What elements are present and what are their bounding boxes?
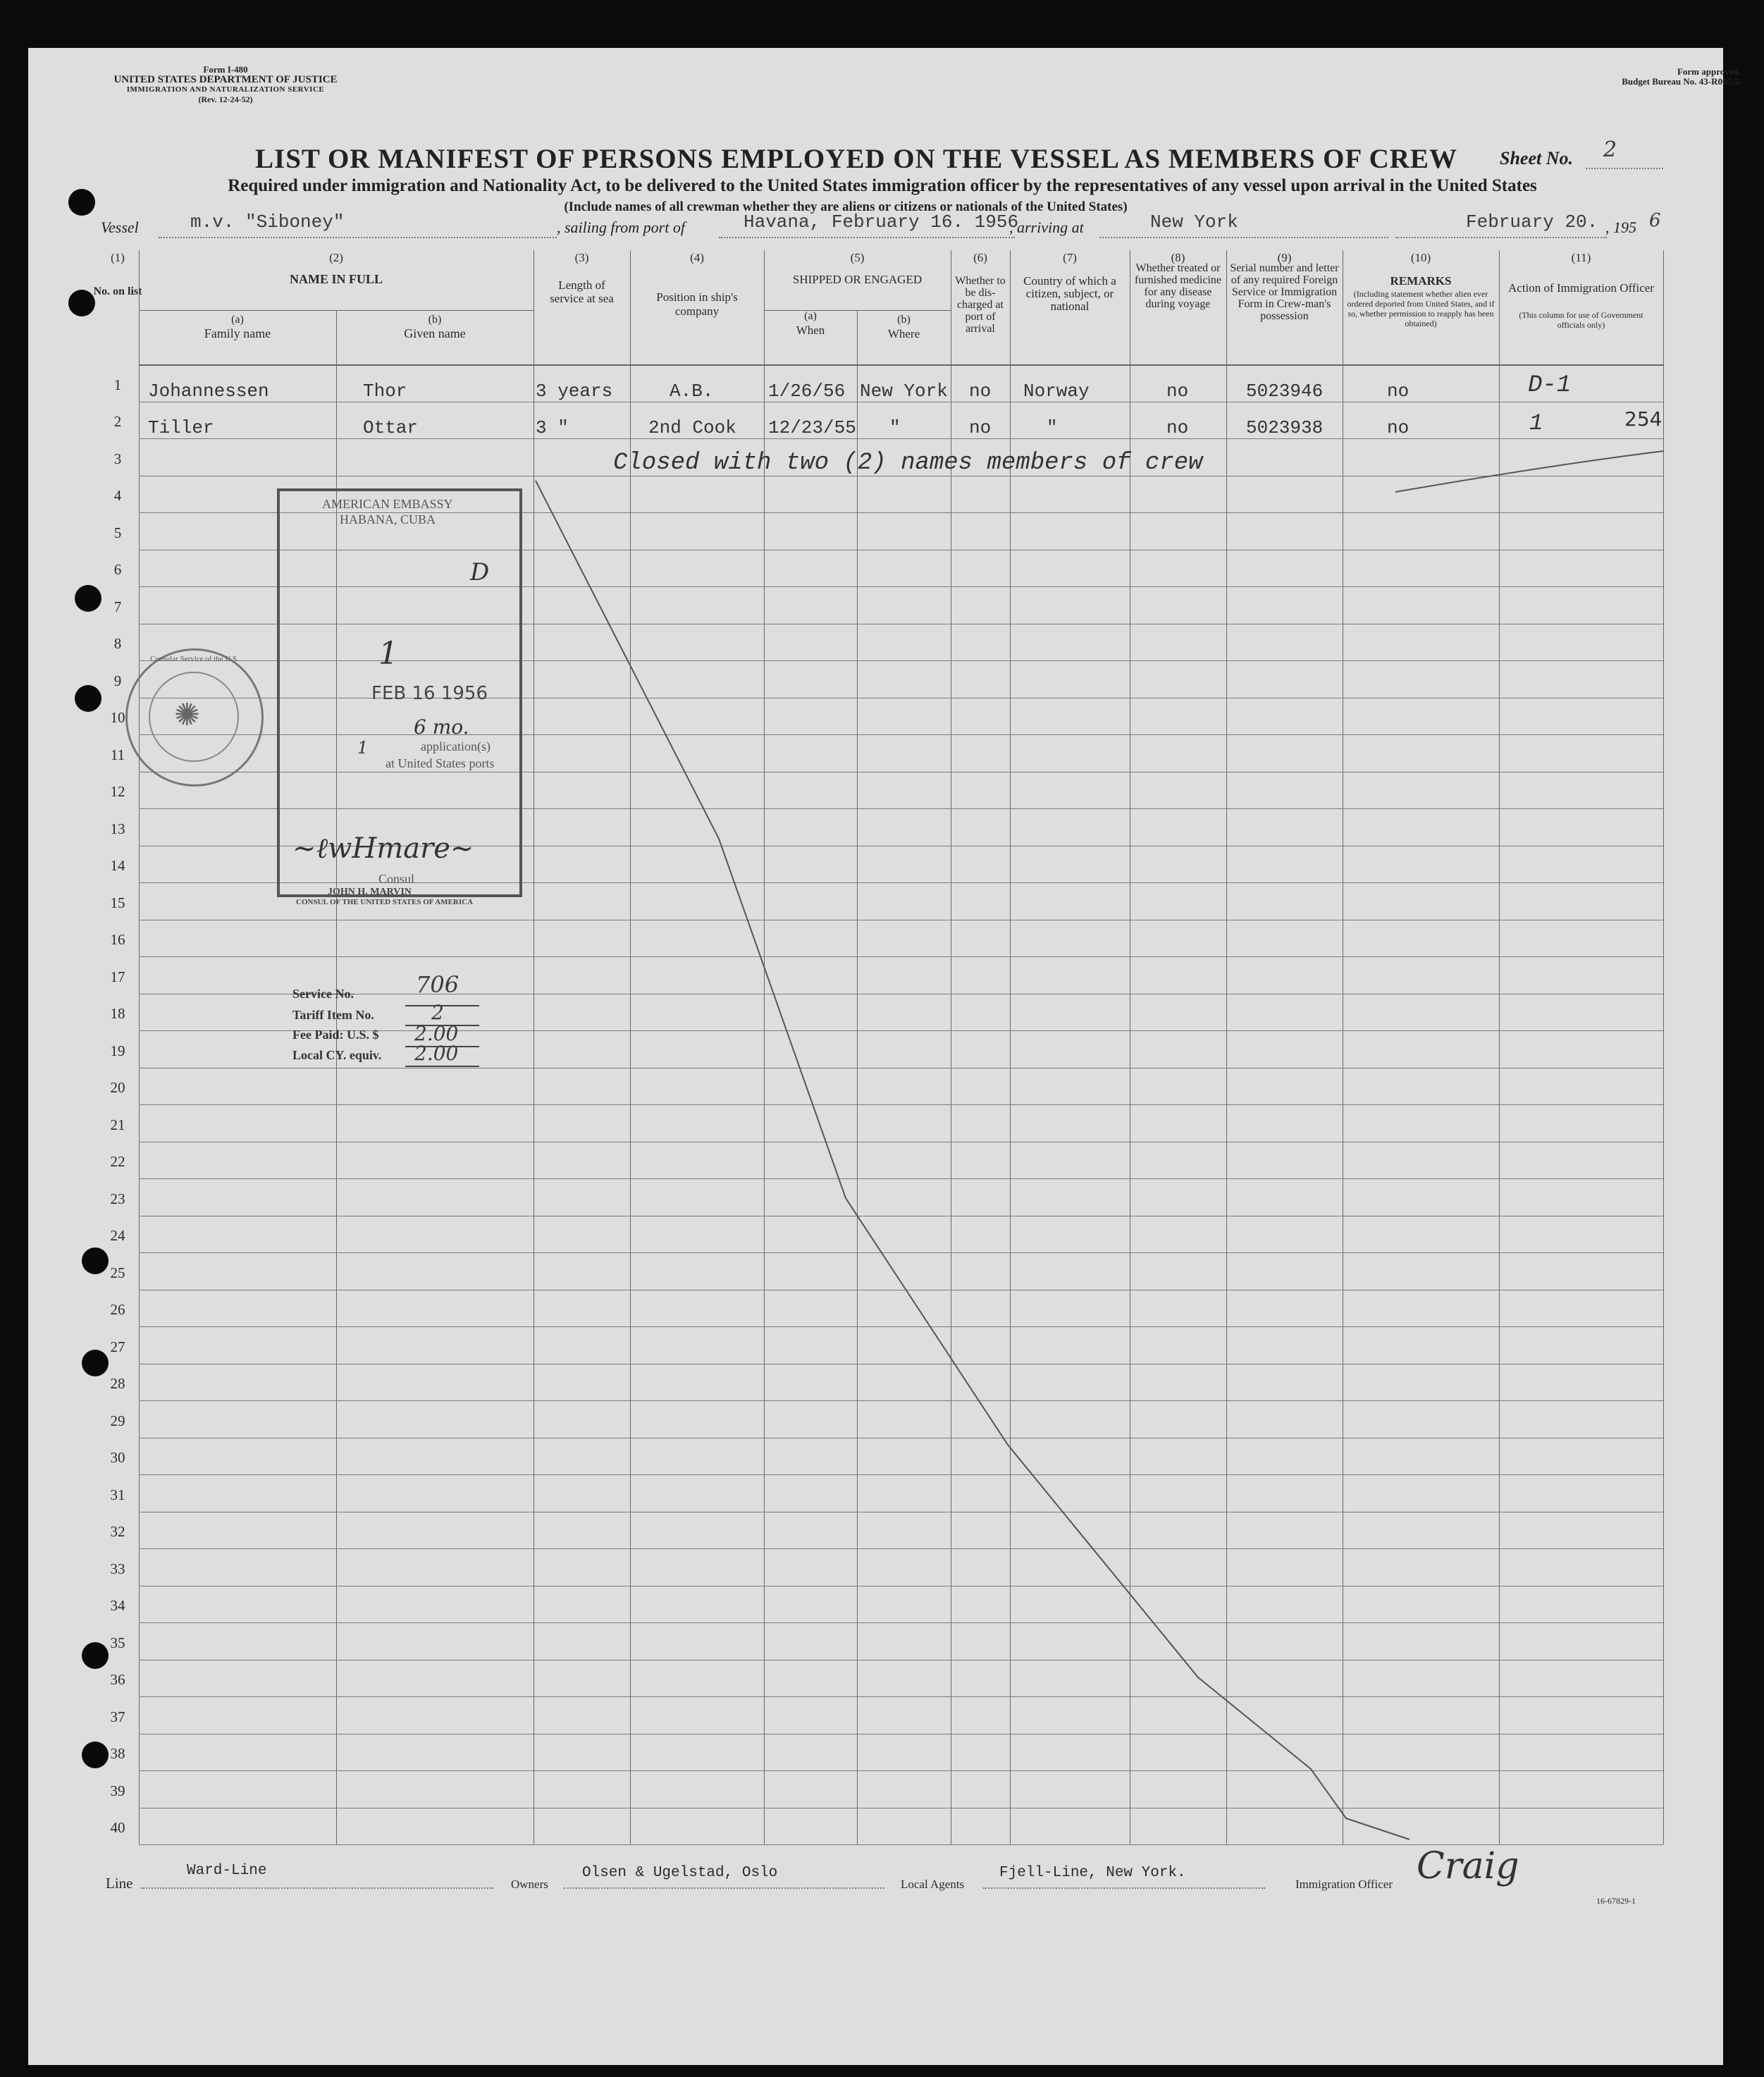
- row-number: 28: [110, 1375, 125, 1392]
- header-shipped: SHIPPED OR ENGAGED: [792, 273, 923, 286]
- col-num-10: (10): [1410, 251, 1431, 264]
- form-number: Form I-480: [203, 64, 248, 75]
- col-num-11: (11): [1571, 251, 1591, 264]
- crew-1-discharged: no: [969, 381, 992, 402]
- vessel-name: m.v. "Siboney": [190, 211, 345, 233]
- sailing-from: Havana, February 16. 1956: [744, 211, 1019, 233]
- agents-label: Local Agents: [901, 1878, 965, 1891]
- year-prefix: , 195: [1605, 218, 1636, 236]
- row-number: 16: [110, 931, 125, 948]
- header-discharged: Whether to be dis-charged at port of arrival: [955, 275, 1006, 335]
- document-title: LIST OR MANIFEST OF PERSONS EMPLOYED ON THE VESSEL AS MEMBERS OF CREW: [255, 144, 1457, 174]
- arriving-at: New York: [1150, 211, 1238, 233]
- stamp-consul: Consul: [378, 872, 415, 886]
- stamp-city: HABANA, CUBA: [340, 512, 436, 526]
- row-number: 8: [113, 635, 122, 652]
- row-number: 3: [113, 450, 122, 467]
- header-position: Position in ship's company: [656, 290, 738, 318]
- local-label: Local CY. equiv.: [292, 1048, 382, 1062]
- header-when-a: (a): [804, 310, 817, 322]
- crew-1-serial: 5023946: [1246, 381, 1324, 402]
- officer-signature: Craig: [1417, 1845, 1519, 1887]
- owners-label: Owners: [511, 1878, 548, 1891]
- header-given-name: Given name: [404, 326, 466, 340]
- line-value: Ward-Line: [187, 1863, 267, 1879]
- tariff-value: 2: [431, 1001, 444, 1024]
- stamp-count: 1: [357, 738, 369, 758]
- header-no-on-list: No. on list: [93, 285, 142, 297]
- sailing-label: , sailing from port of: [557, 218, 685, 236]
- row-number: 12: [110, 783, 125, 800]
- stamp-applications: application(s): [421, 739, 491, 753]
- row-number: 31: [110, 1486, 125, 1503]
- row-number: 24: [110, 1227, 125, 1244]
- row-number: 29: [110, 1412, 125, 1429]
- col-num-7: (7): [1063, 251, 1077, 264]
- crew-2-country: ": [1047, 417, 1058, 438]
- row-number: 39: [110, 1782, 125, 1799]
- crew-2-given: Ottar: [363, 417, 419, 438]
- row-number: 25: [110, 1264, 125, 1281]
- owners-value: Olsen & Ugelstad, Oslo: [582, 1865, 778, 1881]
- budget-number: Budget Bureau No. 43-R065.5.: [1622, 76, 1741, 87]
- crew-2-medicine: no: [1166, 417, 1189, 438]
- row-number: 1: [113, 376, 122, 393]
- row-number: 26: [110, 1301, 125, 1318]
- consul-signature: ∼ℓwHmare∼: [292, 832, 474, 865]
- row-number: 23: [110, 1190, 125, 1207]
- eagle-icon: ✺: [174, 698, 200, 732]
- vessel-label: Vessel: [101, 218, 139, 236]
- crew-1-country: Norway: [1023, 381, 1090, 402]
- row-number: 5: [113, 524, 122, 541]
- col-num-6: (6): [973, 251, 987, 264]
- crew-1-remarks: no: [1387, 381, 1410, 402]
- row-number: 19: [110, 1042, 125, 1059]
- row-number: 7: [113, 598, 122, 615]
- fee-value: 2.00: [414, 1022, 459, 1045]
- col-num-4: (4): [690, 251, 704, 264]
- year-digit: 6: [1649, 210, 1661, 231]
- row-number: 2: [113, 413, 122, 430]
- print-code: 16-67829-1: [1596, 1896, 1636, 1906]
- stamp-embassy: AMERICAN EMBASSY: [322, 497, 453, 511]
- row-number: 37: [110, 1708, 125, 1725]
- crew-2-discharged: no: [969, 417, 992, 438]
- stamp-ports: at United States ports: [386, 756, 495, 770]
- row-number: 20: [110, 1079, 125, 1096]
- col-num-9: (9): [1277, 251, 1292, 264]
- stamp-letter: D: [470, 558, 490, 586]
- row-number: 4: [113, 487, 122, 504]
- row-number: 21: [110, 1116, 125, 1133]
- consular-seal: [125, 648, 264, 787]
- row-number: 11: [110, 746, 125, 763]
- side-number: 254: [1624, 407, 1663, 431]
- col-num-5: (5): [850, 251, 865, 264]
- row-number: 27: [110, 1338, 125, 1355]
- header-family-name: Family name: [204, 326, 271, 340]
- row-number: 6: [113, 561, 122, 578]
- crew-2-serial: 5023938: [1246, 417, 1324, 438]
- header-serial: Serial number and letter of any required Foreign Service or Immigration Form in Crew-man's possession: [1230, 262, 1339, 322]
- header-remarks-note: (Including statement whether alien ever ordered deported from United States, and if so, whether permission to reapply has been obtained): [1347, 289, 1495, 328]
- header-family-a: (a): [231, 314, 244, 326]
- document-subtitle: Required under immigration and Nationality Act, to be delivered to the United States immigration officer by the representatives of any vessel upon arrival in the United States: [228, 176, 1537, 195]
- consul-title: CONSUL OF THE UNITED STATES OF AMERICA: [296, 898, 474, 906]
- row-number: 32: [110, 1523, 125, 1540]
- row-number: 34: [110, 1597, 125, 1614]
- service-label: Service No.: [292, 987, 354, 1001]
- crew-2-length: 3 ": [536, 417, 569, 438]
- crew-2-family: Tiller: [148, 417, 214, 438]
- agents-value: Fjell-Line, New York.: [999, 1865, 1186, 1881]
- col-num-1: (1): [111, 251, 125, 264]
- header-where: Where: [887, 327, 920, 340]
- col-num-3: (3): [574, 251, 589, 264]
- stamp-mark: 1: [378, 636, 398, 672]
- header-action-note: (This column for use of Government officials only): [1519, 310, 1643, 330]
- header-given-b: (b): [428, 314, 442, 326]
- crew-1-family: Johannessen: [148, 381, 269, 402]
- crew-2-when: 12/23/55: [768, 417, 856, 438]
- seal-text: Consular Service of the U.S.: [150, 655, 239, 663]
- stamp-date: FEB 16 1956: [371, 683, 488, 704]
- fee-label: Fee Paid: U.S. $: [292, 1028, 379, 1042]
- header-when: When: [796, 323, 825, 337]
- row-number: 17: [110, 968, 125, 985]
- header-name-in-full: NAME IN FULL: [289, 272, 383, 286]
- include-note: (Include names of all crewman whether they are aliens or citizens or nationals of the United States): [564, 199, 1128, 214]
- crew-2-remarks: no: [1387, 417, 1410, 438]
- consul-name: JOHN H. MARVIN: [328, 887, 412, 897]
- header-country: Country of which a citizen, subject, or national: [1023, 274, 1116, 313]
- service-value: 706: [416, 971, 459, 998]
- crew-1-given: Thor: [363, 381, 407, 402]
- service-name: IMMIGRATION AND NATURALIZATION SERVICE: [126, 85, 325, 94]
- header-remarks: REMARKS: [1390, 274, 1452, 288]
- crew-1-when: 1/26/56: [768, 381, 846, 402]
- department: UNITED STATES DEPARTMENT OF JUSTICE: [113, 74, 338, 85]
- arrival-date: February 20.: [1466, 211, 1598, 233]
- line-label: Line: [106, 1875, 133, 1892]
- row-number: 33: [110, 1560, 125, 1577]
- sheet-number-label: Sheet No.: [1500, 148, 1573, 168]
- col-num-8: (8): [1171, 251, 1185, 264]
- row-number: 13: [110, 820, 125, 837]
- crew-1-position: A.B.: [670, 381, 714, 402]
- sheet-number-value: 2: [1603, 137, 1617, 162]
- row-number: 9: [113, 672, 122, 689]
- row-number: 15: [110, 894, 125, 911]
- header-length: Length of service at sea: [550, 278, 614, 305]
- crew-1-length: 3 years: [536, 381, 613, 402]
- header-action: Action of Immigration Officer: [1508, 281, 1654, 295]
- officer-label: Immigration Officer: [1295, 1878, 1393, 1891]
- crew-1-medicine: no: [1166, 381, 1189, 402]
- row-number: 30: [110, 1449, 125, 1466]
- crew-2-where: ": [889, 417, 901, 438]
- row-number: 18: [110, 1005, 125, 1022]
- header-medicine: Whether treated or furnished medicine for any disease during voyage: [1134, 262, 1222, 310]
- crew-1-action: D-1: [1528, 372, 1572, 399]
- tariff-label: Tariff Item No.: [292, 1008, 374, 1022]
- row-number: 10: [110, 709, 125, 726]
- crew-2-action: 1: [1529, 410, 1543, 436]
- form-approved: Form approved.: [1677, 66, 1741, 77]
- row-number: 38: [110, 1745, 125, 1762]
- col-num-2: (2): [329, 251, 343, 264]
- arriving-label: , arriving at: [1009, 218, 1084, 236]
- crew-1-where: New York: [860, 381, 948, 402]
- crew-2-position: 2nd Cook: [648, 417, 736, 438]
- revision: (Rev. 12-24-52): [198, 94, 253, 104]
- closing-note: Closed with two (2) names members of crew: [613, 450, 1203, 476]
- row-number: 36: [110, 1671, 125, 1688]
- row-number: 22: [110, 1153, 125, 1170]
- row-number: 35: [110, 1634, 125, 1651]
- stamp-validity: 6 mo.: [414, 715, 469, 739]
- row-number: 40: [110, 1819, 125, 1836]
- header-where-b: (b): [897, 314, 911, 326]
- local-value: 2.00: [414, 1042, 459, 1065]
- row-number: 14: [110, 857, 125, 874]
